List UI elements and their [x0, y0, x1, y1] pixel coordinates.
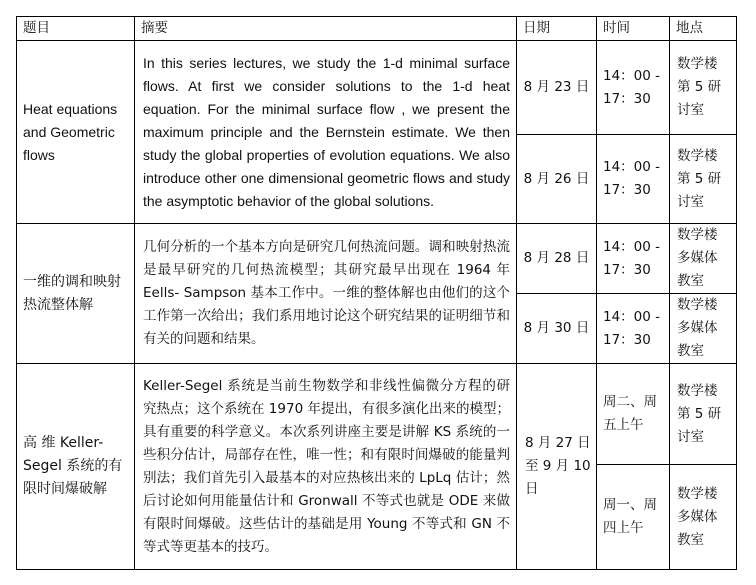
table-row: [17, 224, 737, 294]
header-row: [17, 17, 737, 41]
time-cell: 14：00 - 17：30: [597, 135, 670, 224]
place-cell: 数学楼多媒体教室: [670, 294, 737, 364]
time-cell: 周一、周四上午: [597, 465, 670, 570]
date-cell: 8 月 26 日: [517, 135, 597, 224]
time-cell: 周二、周五上午: [597, 364, 670, 465]
header-topic: 题目: [17, 17, 135, 41]
date-cell: 8 月 27 日至 9 月 10 日: [517, 364, 597, 570]
header-place: 地点: [670, 17, 737, 41]
table-row: [17, 41, 737, 135]
topic-cell: 高 维 Keller-Segel 系统的有限时间爆破解: [17, 364, 135, 570]
lecture-schedule-table: [16, 16, 737, 570]
abstract-cell: In this series lectures, we study the 1-d minimal surface flows. At first we consider solutions to the 1-d heat equation. For the minimal surface flow , we present the maximum principle and the Bernstein estimate. We then study the global properties of evolution equations. We also introduce other one dimensional geometric flows and study the asymptotic behavior of the global solutions.: [135, 41, 517, 224]
date-cell: 8 月 30 日: [517, 294, 597, 364]
time-cell: 14：00 - 17：30: [597, 41, 670, 135]
time-cell: 14：00 - 17：30: [597, 294, 670, 364]
table-row: [17, 364, 737, 465]
abstract-cell: 几何分析的一个基本方向是研究几何热流问题。调和映射热流是最早研究的几何热流模型；其研究最早出现在 1964 年 Eells- Sampson 基本工作中。一维的整体解也由他们的这个工作第一次给出；我们系用地讨论这个研究结果的证明细节和有关的问题和结果。: [135, 224, 517, 364]
place-cell: 数学楼第 5 研讨室: [670, 364, 737, 465]
topic-cell: Heat equations and Geometric flows: [17, 41, 135, 224]
abstract-cell: Keller-Segel 系统是当前生物数学和非线性偏微分方程的研究热点；这个系统在 1970 年提出，有很多演化出来的模型；具有重要的科学意义。本次系列讲座主要是讲解 KS 系统的一些积分估计，局部存在性，唯一性；和有限时间爆破的能量判别法；我们首先引入最基本的对应热核出来的 LpLq 估计；然后讨论如何用能量估计和 Gronwall 不等式也就是 ODE 来做有限时间爆破。这些估计的基础是用 Young 不等式和 GN 不等式等更基本的技巧。: [135, 364, 517, 570]
place-cell: 数学楼多媒体教室: [670, 465, 737, 570]
date-cell: 8 月 28 日: [517, 224, 597, 294]
place-cell: 数学楼第 5 研讨室: [670, 135, 737, 224]
header-abstract: 摘要: [135, 17, 517, 41]
date-cell: 8 月 23 日: [517, 41, 597, 135]
place-cell: 数学楼第 5 研讨室: [670, 41, 737, 135]
header-date: 日期: [517, 17, 597, 41]
header-time: 时间: [597, 17, 670, 41]
place-cell: 数学楼多媒体教室: [670, 224, 737, 294]
time-cell: 14：00 - 17：30: [597, 224, 670, 294]
topic-cell: 一维的调和映射热流整体解: [17, 224, 135, 364]
